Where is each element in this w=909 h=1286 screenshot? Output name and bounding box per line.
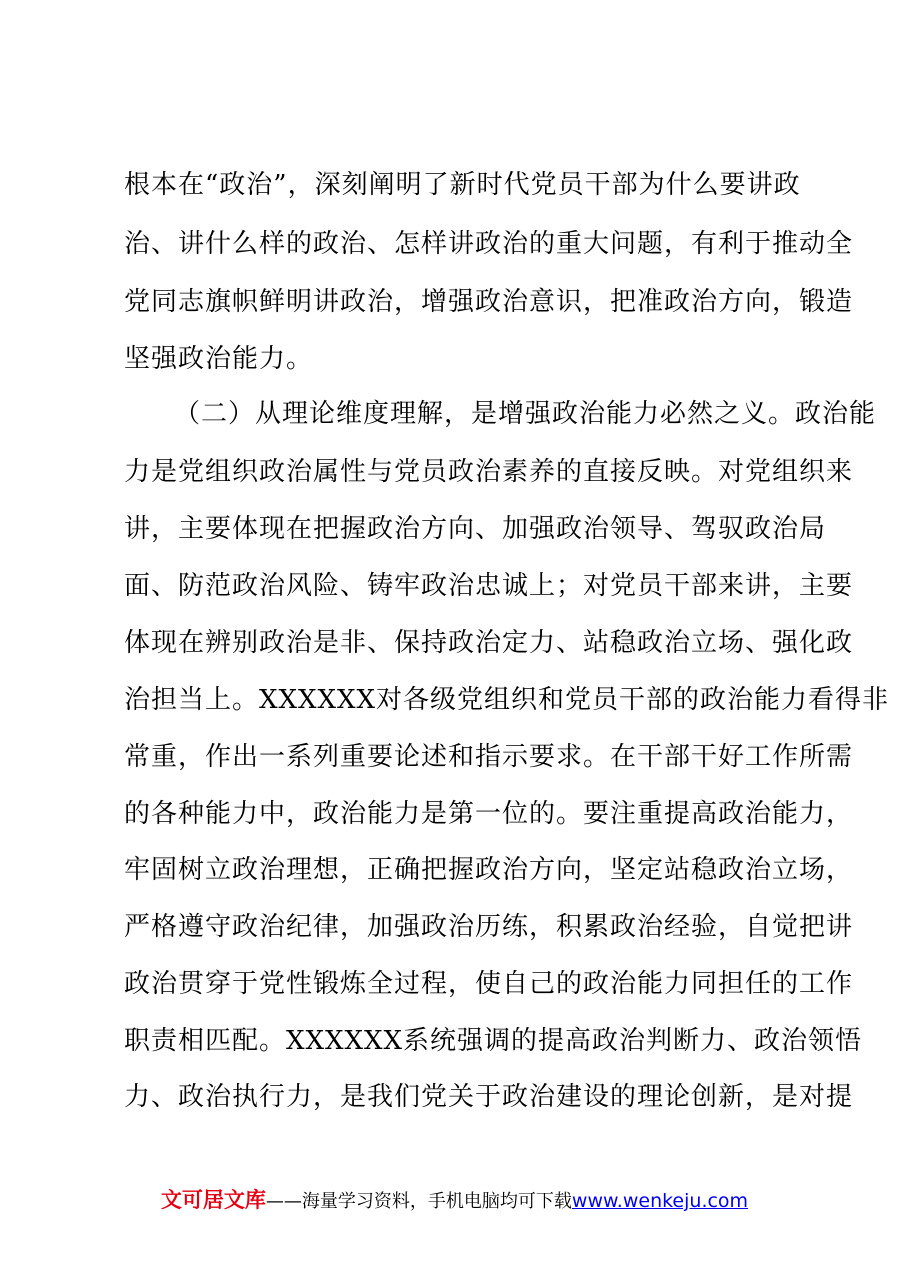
body-text-line: 常重，作出一系列重要论述和指示要求。在干部干好工作所需 (124, 742, 854, 772)
body-text-line: 职责相匹配。XXXXXX系统强调的提高政治判断力、政治领悟 (124, 1026, 863, 1056)
body-text-line: 治、讲什么样的政治、怎样讲政治的重大问题，有利于推动全 (124, 229, 854, 259)
footer-website-link[interactable]: www.wenkeju.com (571, 1190, 749, 1212)
body-text-line: 力、政治执行力，是我们党关于政治建设的理论创新，是对提 (124, 1082, 854, 1112)
body-text-line: 根本在“政治”，深刻阐明了新时代党员干部为什么要讲政 (124, 170, 801, 200)
body-text-line: 政治贯穿于党性锻炼全过程，使自己的政治能力同担任的工作 (124, 969, 854, 999)
body-text-line: 的各种能力中，政治能力是第一位的。要注重提高政治能力， (124, 799, 854, 829)
page-footer (0, 1184, 909, 1214)
body-text-line: 力是党组织政治属性与党员政治素养的直接反映。对党组织来 (124, 457, 854, 487)
body-text-line: 面、防范政治风险、铸牢政治忠诚上；对党员干部来讲，主要 (124, 571, 854, 601)
body-text-line: 体现在辨别政治是非、保持政治定力、站稳政治立场、强化政 (124, 628, 854, 658)
footer-brand: 文可居文库 (160, 1188, 266, 1212)
body-text-line: 坚强政治能力。 (124, 344, 314, 374)
body-text-line: 治担当上。XXXXXX对各级党组织和党员干部的政治能力看得非 (124, 685, 890, 715)
body-text-line: 党同志旗帜鲜明讲政治，增强政治意识，把准政治方向，锻造 (124, 287, 854, 317)
body-text-line: 讲，主要体现在把握政治方向、加强政治领导、驾驭政治局 (124, 514, 827, 544)
footer-tagline: ——海量学习资料，手机电脑均可下载 (265, 1191, 572, 1212)
body-text-line: 牢固树立政治理想，正确把握政治方向，坚定站稳政治立场， (124, 855, 854, 885)
body-text-line: 严格遵守政治纪律，加强政治历练，积累政治经验，自觉把讲 (124, 912, 854, 942)
section-heading-line: （二）从理论维度理解，是增强政治能力必然之义。政治能 (174, 399, 877, 429)
